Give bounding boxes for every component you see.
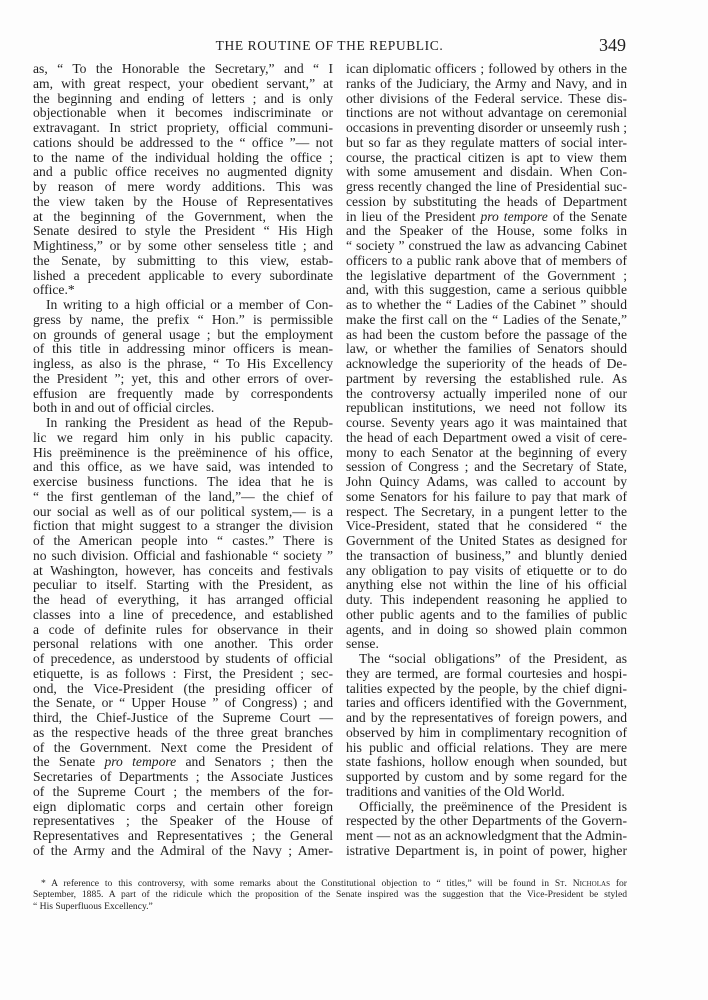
left-column-text-line: of the Government. Next come the President of — [33, 739, 333, 755]
left-column-text-line: etiquette, is as follows : First, the President ; sec- — [33, 665, 333, 681]
left-column-text-line: objectionable when it becomes indiscriminate or — [33, 105, 333, 121]
right-column-text-line: other divisions of the Federal service. These dis- — [346, 90, 627, 106]
left-column — [33, 62, 333, 859]
right-column-text-line: and, with this suggestion, came a serious quibble — [346, 282, 627, 298]
left-column-text-line: both in and out of official circles. — [33, 400, 215, 416]
right-column-text-line: John Quincy Adams, was called to account by — [346, 474, 627, 489]
right-column-text-line: as had been the custom before the passage of the — [346, 326, 627, 342]
page-number: 349 — [599, 35, 626, 55]
left-column-text-line: “ the first gentleman of the land,”— the chief of — [33, 488, 333, 504]
left-column-text-line: and a public office receives no augmented dignity — [33, 164, 333, 180]
footnote-line: * A reference to this controversy, with some remarks about the Constitutional objection to “ titles,” will be found in St. Nicholas for — [41, 878, 628, 889]
right-column-text-line: but so far as they regulate matters of social inter- — [346, 134, 627, 150]
right-column-text-line: session of Congress ; and the Secretary of State, — [346, 459, 627, 475]
left-column-text-line: the view taken by the House of Representatives — [33, 193, 333, 209]
right-column-text-line: duty. This independent reasoning he applied to — [346, 592, 627, 607]
right-column-text-line: Officially, the preëminence of the President is — [359, 798, 627, 814]
running-title: THE ROUTINE OF THE REPUBLIC. — [215, 38, 444, 53]
right-column-text-line: the head of each Department owed a visit of cere- — [346, 429, 627, 445]
left-column-text-line: the President ”; yet, this and other errors of over- — [33, 370, 333, 386]
left-column-text-line: Representatives and Representatives ; the General — [33, 828, 333, 843]
right-column-text-line: with some amusement and disdain. When Con- — [346, 164, 627, 180]
magazine-title: St. Nicholas — [554, 878, 610, 889]
left-column-text-line: extravagant. In strict propriety, official communi- — [33, 120, 333, 135]
left-column-text-line: of precedence, as understood by students of official — [33, 651, 333, 666]
right-column-text-line: gress recently changed the line of Presidential suc- — [346, 179, 627, 194]
left-column-text-line: classes into a line of precedence, and established — [33, 606, 333, 622]
right-column-text-line: course. Seventy years ago it was maintained that — [346, 415, 627, 430]
right-column-text-line: and by the representatives of foreign powers, and — [346, 710, 627, 725]
left-column-text-line: eign diplomatic corps and certain other foreign — [33, 798, 333, 814]
left-column-text-line: Senate desired to style the President “ His High — [33, 223, 333, 239]
left-column-text-line: to the name of the individual holding the office ; — [33, 149, 333, 165]
right-column-text-line: officers to a public rank above that of members of — [346, 252, 627, 268]
left-column-text-line: the beginning and ending of letters ; and is only — [33, 90, 333, 106]
left-column-text-line: His preëminence is the preëminence of his office, — [33, 444, 333, 460]
right-column-text-line: in lieu of the President pro tempore of the Senate — [346, 208, 627, 224]
right-column-text-line: course, the practical citizen is apt to view them — [346, 149, 627, 165]
right-column-text-line: as to whether the “ Ladies of the Cabinet ” should — [346, 297, 627, 312]
right-column-text-line: the transaction of business,” and bluntly denied — [346, 547, 627, 563]
left-column-text-line: no such division. Official and fashionable “ society ” — [33, 547, 333, 563]
right-column-text-line: the controversy actually imperiled none of our — [346, 385, 627, 401]
right-column-text-line: and the Speaker of the House, some folks in — [346, 223, 627, 239]
right-column — [346, 62, 627, 859]
left-column-text-line: at the beginning of the Government, when the — [33, 208, 333, 224]
right-column-text-line: some Senators for his failure to pay that mark of — [346, 488, 627, 504]
left-column-text-line: lished a precedent applicable to every subordinate — [33, 267, 333, 283]
right-column-text-line: ment — not as an acknowledgment that the Admin- — [346, 828, 627, 843]
right-column-text-line: law, or whether the families of Senators should — [346, 341, 627, 357]
left-column-text-line: our social as well as of our political system,— is a — [33, 503, 333, 519]
left-column-text-line: exercise business functions. The idea that he is — [33, 474, 333, 489]
running-head — [33, 35, 626, 58]
left-column-text-line: Secretaries of Departments ; the Associate Justices — [33, 769, 333, 784]
right-column-text-line: sense. — [346, 636, 379, 652]
right-column-text-line: The “social obligations” of the President, as — [359, 651, 627, 666]
left-column-text-line: am, with great respect, your obedient servant,” at — [33, 75, 333, 91]
right-column-text-line: any obligation to pay visits of etiquette or to do — [346, 562, 627, 578]
right-column-text-line: talities expected by the people, by the chief digni- — [346, 680, 627, 696]
right-column-text-line: state fashions, hollow enough when sounded, but — [346, 754, 627, 770]
footnote-line: September, 1885. A part of the ridicule which the proposition of the Senate inspired was the suggestion that the Vice-President be styled — [33, 889, 627, 901]
right-column-text-line: respected by the other Departments of the Govern- — [346, 813, 627, 829]
right-column-text-line: agents, and in doing so showed plain common — [346, 621, 627, 637]
left-column-text-line: third, the Chief-Justice of the Supreme Court — — [33, 710, 333, 725]
right-column-text-line: the legislative department of the Government ; — [346, 267, 627, 283]
left-column-text-line: of the Supreme Court ; the members of the for- — [33, 783, 333, 799]
right-column-text-line: Vice-President, stated that he considered “ the — [346, 518, 627, 534]
right-column-text-line: observed by him in complimentary recognition of — [346, 724, 627, 740]
left-column-text-line: ingless, as also is the phrase, “ To His Excellency — [33, 356, 333, 371]
left-column-text-line: on grounds of general usage ; but the employment — [33, 326, 333, 342]
left-column-text-line: ond, the Vice-President (the presiding officer of — [33, 680, 333, 696]
right-column-text-line: supported by custom and by some regard for the — [346, 769, 627, 784]
left-column-text-line: at Washington, however, has conceits and festivals — [33, 562, 333, 578]
left-column-text-line: personal relations with one another. This order — [33, 636, 333, 652]
right-column-text-line: cession by substituting the heads of Department — [346, 193, 627, 209]
right-column-text-line: republican institutions, we need not follow its — [346, 400, 627, 416]
left-column-text-line: gress by name, the prefix “ Hon.” is permissible — [33, 311, 333, 327]
left-column-text-line: by reason of mere wordy additions. This was — [33, 179, 333, 194]
left-column-text-line: the Senate, or “ Upper House ” of Congress) ; and — [33, 695, 333, 711]
left-column-text-line: effusion are frequently made by correspondents — [33, 385, 333, 401]
right-column-text-line: ranks of the Judiciary, the Army and Navy, and in — [346, 75, 627, 91]
right-column-text-line: taries and officers identified with the Government, — [346, 695, 627, 711]
left-column-text-line: as, “ To the Honorable the Secretary,” and “ I — [33, 61, 333, 76]
footnote — [33, 878, 627, 912]
left-column-text-line: In ranking the President as head of the Repub- — [46, 415, 333, 430]
right-column-text-line: “ society ” construed the law as advancing Cabinet — [346, 238, 627, 253]
left-column-text-line: as the respective heads of the three great branches — [33, 724, 333, 740]
left-column-text-line: office.* — [33, 282, 75, 298]
right-column-text-line: tinctions are not without advantage on ceremonial — [346, 105, 627, 121]
left-column-text-line: the head of everything, it has arranged official — [33, 592, 333, 607]
right-column-text-line: other public agents and to the families of public — [346, 606, 627, 622]
right-column-text-line: Government of the United States as designed for — [346, 533, 627, 548]
right-column-text-line: anything else not within the line of his official — [346, 577, 627, 593]
left-column-text-line: the Senate pro tempore and Senators ; then the — [33, 754, 333, 770]
left-column-text-line: of the American people into “ castes.” There is — [33, 533, 333, 548]
right-column-text-line: partment by reversing the established rule. As — [346, 370, 627, 386]
right-column-text-line: his public and official relations. They are mere — [346, 739, 627, 755]
left-column-text-line: a code of definite rules for observance in their — [33, 621, 333, 637]
left-column-text-line: Mightiness,” or by some other senseless title ; and — [33, 238, 333, 253]
left-column-text-line: the Senate, by submitting to this view, estab- — [33, 252, 333, 268]
right-column-text-line: istrative Department is, in point of power, higher — [346, 842, 627, 858]
right-column-text-line: respect. The Secretary, in a pungent letter to the — [346, 503, 627, 519]
footnote-line: “ His Superfluous Excellency.” — [33, 900, 153, 912]
left-column-text-line: cations should be addressed to the “ office ”— not — [33, 134, 333, 150]
left-column-text-line: representatives ; the Speaker of the House of — [33, 813, 333, 829]
left-column-text-line: peculiar to itself. Starting with the President, as — [33, 577, 333, 593]
right-column-text-line: they are termed, are formal courtesies and hospi- — [346, 665, 627, 681]
left-column-text-line: of this title in addressing minor officers is mean- — [33, 341, 333, 357]
right-column-text-line: occasions in preventing disorder or unseemly rush ; — [346, 120, 627, 135]
italic-phrase: pro tempore — [480, 208, 548, 224]
left-column-text-line: lic we regard him only in his public capacity. — [33, 429, 333, 445]
left-column-text-line: fiction that might suggest to a stranger the division — [33, 518, 333, 534]
italic-phrase: pro tempore — [104, 754, 177, 770]
right-column-text-line: acknowledge the superiority of the heads of De- — [346, 356, 627, 371]
left-column-text-line: and this office, as we have said, was intended to — [33, 459, 333, 475]
right-column-text-line: traditions and vanities of the Old World. — [346, 783, 565, 799]
right-column-text-line: ican diplomatic officers ; followed by others in the — [346, 61, 627, 76]
right-column-text-line: mony to each Senator at the beginning of every — [346, 444, 627, 460]
right-column-text-line: make the first call on the “ Ladies of the Senate,” — [346, 311, 627, 327]
left-column-text-line: of the Army and the Admiral of the Navy ; Amer- — [33, 842, 333, 858]
left-column-text-line: In writing to a high official or a member of Con- — [46, 297, 333, 312]
